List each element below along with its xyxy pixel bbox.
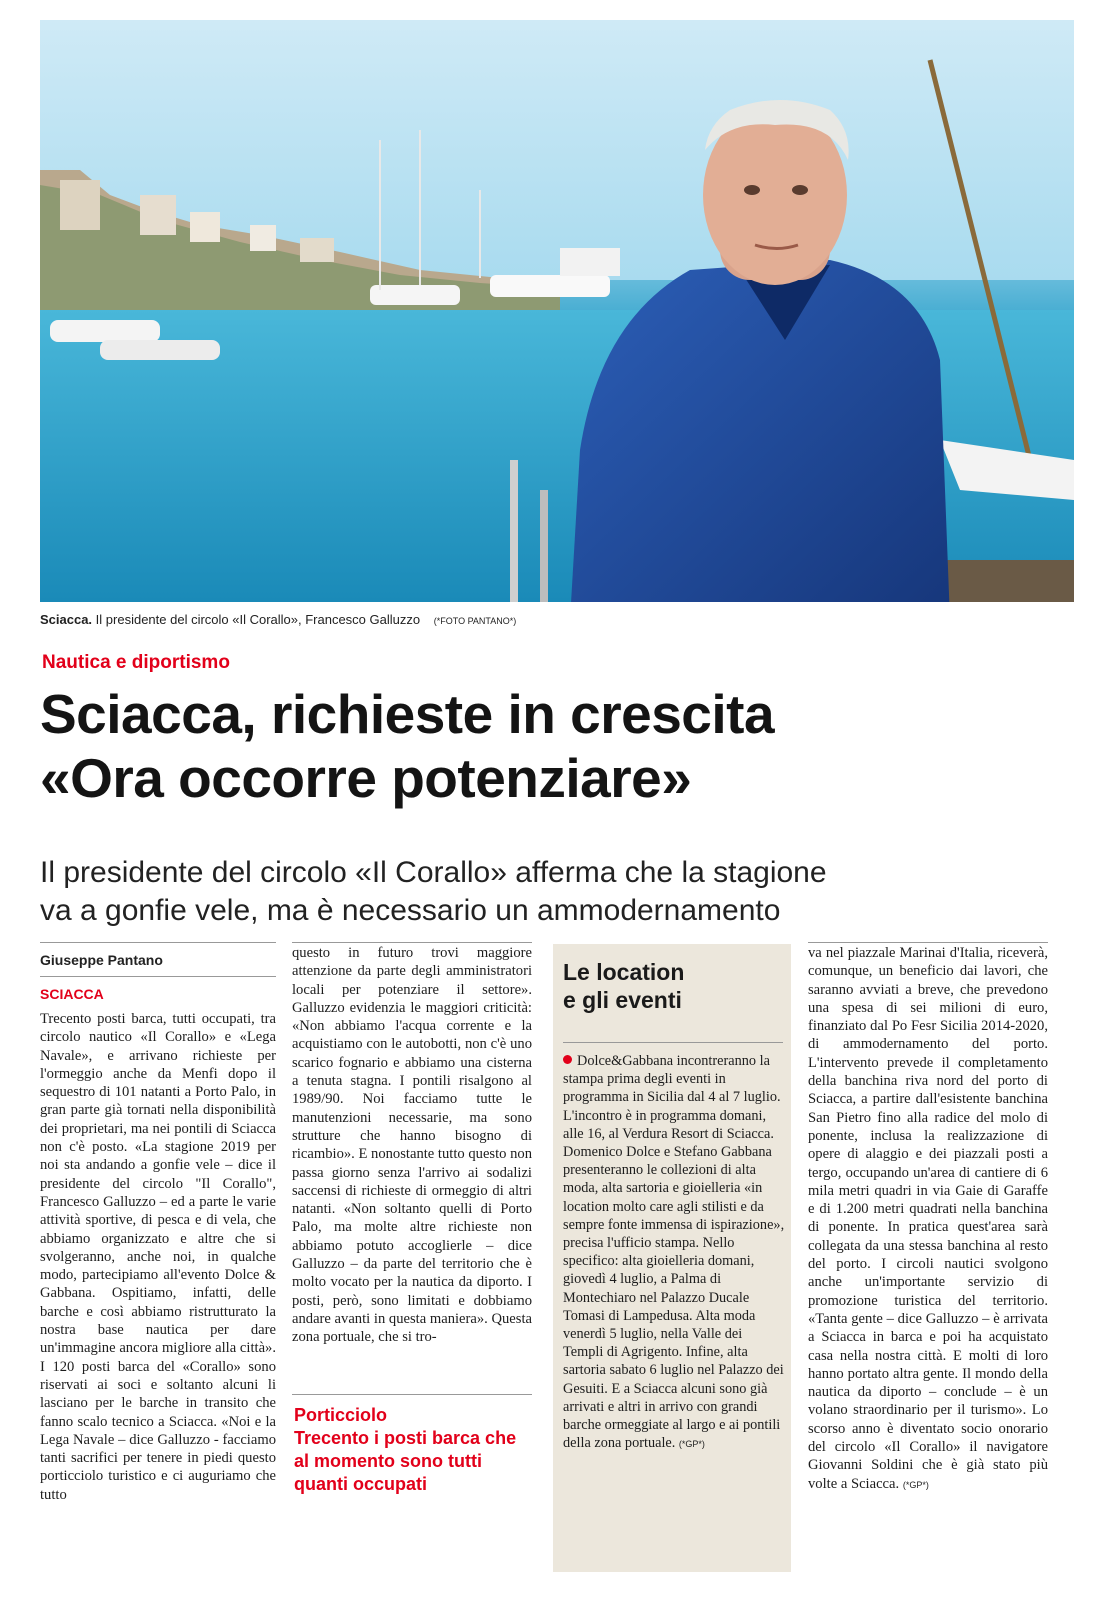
sidebar-title-line-1: Le location (563, 959, 685, 985)
article-signature: (*GP*) (902, 1479, 929, 1490)
divider (292, 942, 532, 943)
byline: Giuseppe Pantano (40, 952, 163, 968)
article-photo (40, 20, 1074, 602)
article-column-1 (40, 1010, 276, 1504)
sidebar-signature: (*GP*) (678, 1439, 705, 1450)
headline-line-2: «Ora occorre potenziare» (40, 747, 692, 809)
pull-quote (294, 1404, 532, 1496)
bullet-dot-icon (563, 1055, 572, 1064)
article-text: Trecento posti barca, tutti occupati, tra circolo nautico «Il Corallo» e «Lega Navale», e arrivano richieste per l'ormeggio anche da Menfi dopo il sequestro di 101 natanti a Porto Palo, in gran parte già tornati nella disponibilità dei proprietari, ma nei pontili di Sciacca non c'è posto. «La stagione 2019 per noi sta andando a gonfie vele – dice il presidente del circolo "Il Corallo", Francesco Galluzzo – ed a parte le varie attività sportive, di pesca e di vela, che abbiamo organizzato e altre che si svolgeranno, anche noi, in qualche modo, partecipiamo all'evento Dolce & Gabbana. Ospitiamo, infatti, delle barche e così abbiamo ristrutturato la nostra base nautica per dare un'immagine ancora migliore alla città». I 120 posti barca del «Corallo» sono riservati ai soci e soltanto alcuni li lasciano per le barche in transito che fanno scalo tecnico a Sciacca. «Noi e la Lega Navale – dice Galluzzo - facciamo tanti sacrifici per tenere in piedi questo porticciolo turistico e ci auguriamo che tutto (40, 1011, 276, 1503)
sidebar-text (563, 1052, 785, 1453)
sidebar-title (563, 958, 783, 1014)
divider (292, 1394, 532, 1395)
caption-place: Sciacca. (40, 612, 93, 627)
pull-quote-label: Porticciolo (294, 1405, 388, 1425)
caption-text: Il presidente del circolo «Il Corallo», Francesco Galluzzo (95, 612, 421, 627)
article-column-2 (292, 944, 532, 1347)
pull-quote-text: Trecento i posti barca che al momento sono tutti quanti occupati (294, 1428, 517, 1494)
harbor-photo-illustration (40, 20, 1074, 602)
sidebar-body: Dolce&Gabbana incontreranno la stampa prima degli eventi in programma in Sicilia dal 4 al 7 luglio. L'incontro è in programma domani, alle 16, al Verdura Resort di Sciacca. Domenico Dolce e Stefano Gabbana presenteranno le collezioni di alta moda, alta sartoria e gioielleria «in location molto care agli stilisti e da sempre fonte immensa di ispirazione», precisa l'ufficio stampa. Nello specifico: alta gioielleria domani, giovedì 4 luglio, a Palma di Montechiaro nel Palazzo Ducale Tomasi di Lampedusa. Alta moda venerdì 5 luglio, nella Valle dei Templi di Agrigento. Infine, alta sartoria sabato 6 luglio nel Palazzo dei Gesuiti. E a Sciacca alcuni sono già arrivati e altri in arrivo con grandi barche ormeggiate al largo e ai pontili della zona portuale. (563, 1053, 785, 1452)
divider (808, 942, 1048, 943)
dateline: SCIACCA (40, 986, 104, 1002)
article-column-4 (808, 944, 1048, 1494)
subheadline-line-1: Il presidente del circolo «Il Corallo» afferma che la stagione (40, 856, 827, 889)
photo-caption (40, 612, 516, 627)
article-text: va nel piazzale Marinai d'Italia, riceverà, comunque, un beneficio dai lavori, che saranno avviati a breve, che prevedono una spesa di sei milioni di euro, finanziato dal Po Fesr Sicilia 2014-2020, di ammodernamento del porto. L'intervento prevede il completamento della banchina riva nord del porto di Sciacca, a partire dall'esistente banchina San Pietro fino alla radice del molo di ponente, inclusa la realizzazione di opere di alaggio e dei piazzali posti a tergo, occupando un'area di cantiere di 6 mila metri quadri in via Gaie di Garaffe e di 1.200 metri quadrati nella banchina di ponente. In pratica quest'area sarà collegata da una stessa banchina al resto del porto. I circoli nautici svolgono anche un'importante servizio di promozione turistica del territorio. «Tanta gente – dice Galluzzo – è arrivata a Sciacca in barca e poi ha acquistato casa nella nostra città. E molti di loro hanno portato altra gente. Il mondo della nautica da diporto – conclude – è un volano straordinario per il turismo». Lo scorso anno è diventato socio onorario del circolo «Il Corallo» il navigatore Giovanni Soldini che è già stato più volte a Sciacca. (808, 945, 1048, 1492)
divider (40, 976, 276, 977)
subheadline (40, 854, 1080, 930)
headline-line-1: Sciacca, richieste in crescita (40, 683, 775, 745)
sidebar-title-line-2: e gli eventi (563, 987, 682, 1013)
divider (40, 942, 276, 943)
section-kicker: Nautica e diportismo (42, 652, 230, 673)
caption-credit: (*FOTO PANTANO*) (433, 616, 517, 626)
divider (563, 1042, 783, 1043)
headline (40, 682, 1080, 810)
article-text: questo in futuro trovi maggiore attenzione da parte degli amministratori locali per potenziare il settore». Galluzzo evidenzia le maggiori criticità: «Non abbiamo l'acqua corrente e la acquistiamo con le autobotti, non c'è uno scarico fognario e abbiamo una cisterna a tenuta stagna. I pontili risalgono al 1989/90. Noi facciamo tutte le manutenzioni necessarie, ma sono strutture che hanno bisogno di ricambio». E nonostante tutto questo non passa giorno senza l'arrivo ai sodalizi saccensi di richieste di ormeggio di altri natanti. «Non soltanto quelli di Porto Palo, ma molte altre richieste non abbiamo potuto accoglierle – dice Galluzzo – da parte del territorio che è molto vocato per la nautica da diporto. I posti, però, sono limitati e dobbiamo andare avanti in questa maniera». Questa zona portuale, che si tro- (292, 945, 532, 1346)
subheadline-line-2: va a gonfie vele, ma è necessario un ammodernamento (40, 894, 781, 927)
